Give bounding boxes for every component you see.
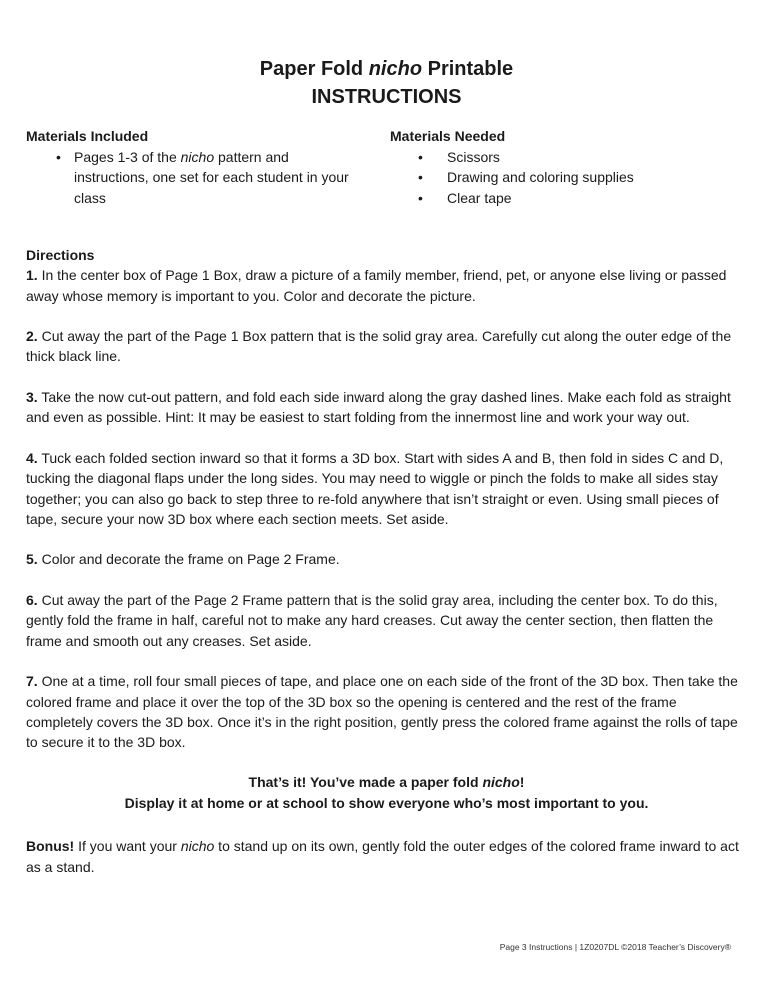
page-title xyxy=(0,55,773,111)
direction-step-6: 6. Cut away the part of the Page 2 Frame pattern that is the solid gray area, including the center box. To do this, gently fold the frame in half, careful not to make any hard creases. Cut away the center section, then flatten the frame and smooth out any creases. Set aside. xyxy=(26,592,718,649)
materials-needed-list xyxy=(390,147,720,209)
directions-section xyxy=(26,245,746,773)
direction-step-5: 5. Color and decorate the frame on Page 2 Frame. xyxy=(26,551,340,568)
bonus-tip: Bonus! If you want your nicho to stand up on its own, gently fold the outer edges of the colored frame inward to act as a stand. xyxy=(26,838,739,875)
list-item: • Pages 1-3 of the nicho pattern and instructions, one set for each student in your class xyxy=(56,148,349,206)
bullet-icon: • xyxy=(56,148,61,165)
direction-step-3: 3. Take the now cut-out pattern, and fold each side inward along the gray dashed lines. Make each fold as straight and even as possible. Hint: It may be easiest to start folding from the innermost line and work your way out. xyxy=(26,389,731,426)
bullet-icon: • xyxy=(418,169,423,185)
direction-step-7: 7. One at a time, roll four small pieces of tape, and place one on each side of the front of the 3D box. Then take the colored frame and place it over the top of the 3D box so the opening is centered and the rest of the frame completely covers the 3D box. Once it’s in the right position, gently press the colored frame against the rolls of tape to secure it to the 3D box. xyxy=(26,673,738,751)
directions-heading: Directions xyxy=(26,247,95,263)
title-line-1: Paper Fold nicho Printable xyxy=(259,58,514,80)
direction-step-1: 1. In the center box of Page 1 Box, draw a picture of a family member, friend, pet, or anyone else living or passed away whose memory is important to you. Color and decorate the picture. xyxy=(26,267,727,304)
direction-step-4: 4. Tuck each folded section inward so that it forms a 3D box. Start with sides A and B, then fold in sides C and D, tucking the diagonal flaps under the long sides. You may need to wiggle or pinch the folds to make all sides stay together; you can also go back to step three to re-fold anywhere that isn’t straight or even. Using small pieces of tape, secure your now 3D box where each section meets. Set aside. xyxy=(26,449,724,527)
list-item: • Scissors xyxy=(390,147,720,168)
page-footer: Page 3 Instructions | 1Z0207DL ©2018 Teacher’s Discovery® xyxy=(499,942,731,952)
closing-message xyxy=(0,772,773,813)
list-item: • Clear tape xyxy=(390,188,720,209)
closing-line-1: That’s it! You’ve made a paper fold nicho! xyxy=(248,774,525,790)
materials-needed-section xyxy=(390,126,720,208)
direction-step-2: 2. Cut away the part of the Page 1 Box pattern that is the solid gray area. Carefully cut along the outer edge of the thick black line. xyxy=(26,328,732,365)
title-line-2: INSTRUCTIONS xyxy=(311,86,462,108)
materials-needed-heading: Materials Needed xyxy=(390,128,506,144)
materials-included-list xyxy=(26,147,366,209)
materials-included-section xyxy=(26,126,366,208)
bullet-icon: • xyxy=(418,189,423,206)
bullet-icon: • xyxy=(418,148,423,165)
closing-line-2: Display it at home or at school to show everyone who’s most important to you. xyxy=(124,794,649,811)
bonus-label: Bonus! xyxy=(26,838,75,854)
list-item: • Drawing and coloring supplies xyxy=(390,167,720,188)
materials-included-heading: Materials Included xyxy=(26,128,149,144)
